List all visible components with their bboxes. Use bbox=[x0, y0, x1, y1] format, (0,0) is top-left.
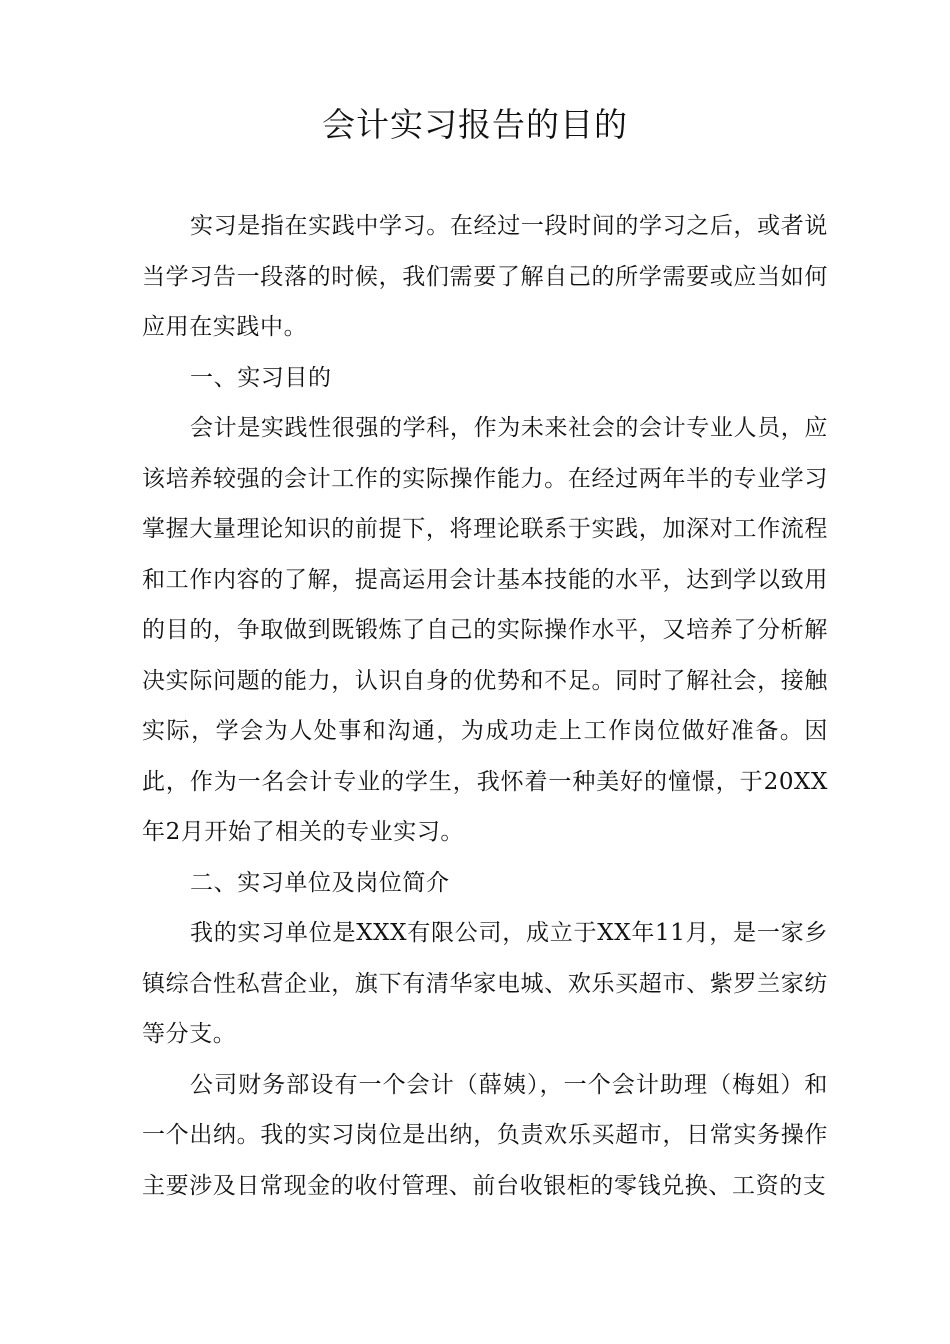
document-title: 会计实习报告的目的 bbox=[322, 105, 628, 144]
paragraph-intro: 实习是指在实践中学习。在经过一段时间的学习之后，或者说当学习告一段落的时候，我们需要了解自己的所学需要或应当如何应用在实践中。 bbox=[142, 213, 828, 340]
document-body bbox=[142, 201, 828, 1211]
paragraph-purpose: 会计是实践性很强的学科，作为未来社会的会计专业人员，应该培养较强的会计工作的实际操作能力。在经过两年半的专业学习掌握大量理论知识的前提下，将理论联系于实践，加深对工作流程和工作内容的了解，提高运用会计基本技能的水平，达到学以致用的目的，争取做到既锻炼了自己的实际操作水平，又培养了分析解决实际问题的能力，认识自身的优势和不足。同时了解社会，接触实际，学会为人处事和沟通，为成功走上工作岗位做好准备。因此，作为一名会计专业的学生，我怀着一种美好的憧憬，于20XX年2月开始了相关的专业实习。 bbox=[142, 415, 828, 845]
section-heading-purpose: 一、实习目的 bbox=[190, 364, 332, 391]
section-heading-unit: 二、实习单位及岗位简介 bbox=[190, 869, 450, 896]
paragraph-finance-dept: 公司财务部设有一个会计（薛姨），一个会计助理（梅姐）和一个出纳。我的实习岗位是出纳，负责欢乐买超市，日常实务操作主要涉及日常现金的收付管理、前台收银柜的零钱兑换、工资的支 bbox=[142, 1071, 828, 1199]
paragraph-unit: 我的实习单位是XXX有限公司，成立于XX年11月，是一家乡镇综合性私营企业，旗下有清华家电城、欢乐买超市、紫罗兰家纺等分支。 bbox=[142, 920, 828, 1047]
